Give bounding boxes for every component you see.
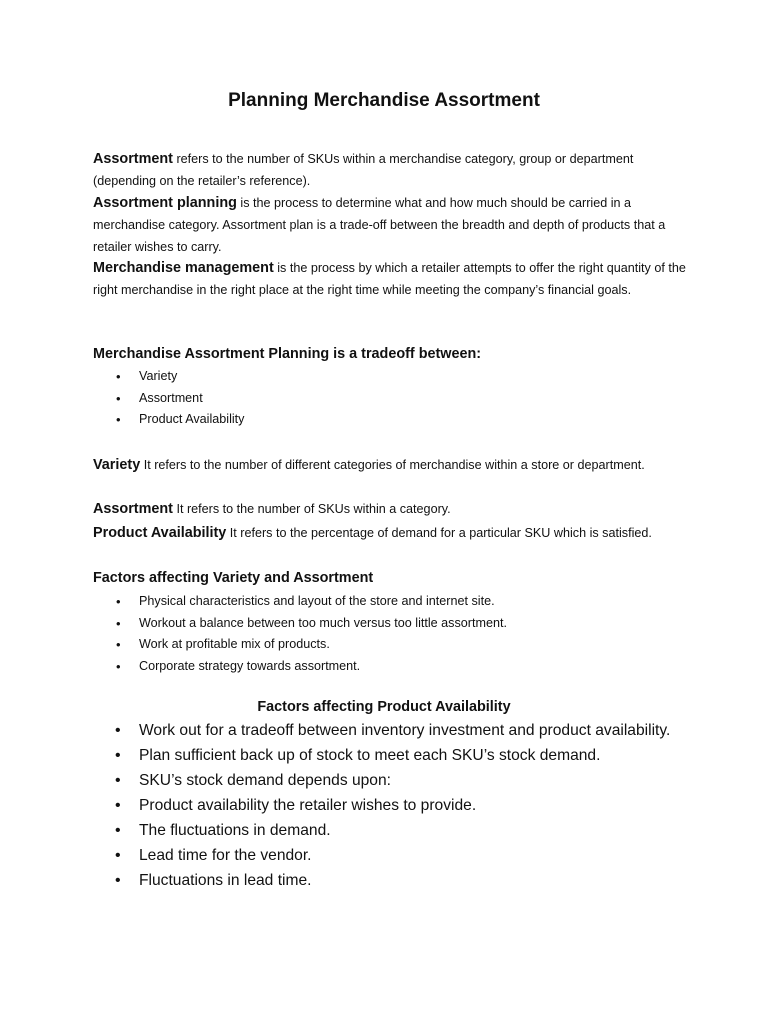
list-item: • Workout a balance between too much versus too little assortment. — [93, 613, 507, 635]
definition-assortment — [93, 149, 693, 193]
list-item: • Work out for a tradeoff between inventory investment and product availability. — [93, 720, 673, 743]
tradeoff-list — [93, 366, 244, 431]
list-item: • Variety — [93, 366, 244, 388]
variety-factors-list — [93, 591, 507, 677]
explanation-text: It refers to the number of SKUs within a category. — [172, 502, 451, 516]
list-item: • Product availability the retailer wishes to provide. — [93, 795, 673, 818]
list-item: • Product Availability — [93, 409, 244, 431]
list-item: • Lead time for the vendor. — [93, 845, 673, 868]
explanation-variety — [93, 455, 693, 477]
list-item: • Work at profitable mix of products. — [93, 634, 507, 656]
definition-term: Assortment planning — [93, 195, 237, 211]
list-item: • The fluctuations in demand. — [93, 820, 673, 843]
list-item: • Corporate strategy towards assortment. — [93, 656, 507, 678]
explanation-text: It refers to the percentage of demand for a particular SKU which is satisfied. — [226, 526, 652, 540]
definition-text: refers to the number of SKUs within a merchandise category, group or department (depending on the retailer’s reference). — [93, 152, 634, 188]
definition-assortment-planning — [93, 193, 693, 258]
list-item: • Physical characteristics and layout of the store and internet site. — [93, 591, 507, 613]
tradeoff-heading: Merchandise Assortment Planning is a tradeoff between: — [93, 346, 482, 362]
explanation-term: Product Availability — [93, 525, 227, 541]
list-item: • SKU’s stock demand depends upon: — [93, 770, 673, 793]
list-item: • Fluctuations in lead time. — [93, 870, 673, 893]
definition-merchandise-management — [93, 258, 693, 302]
availability-factors-list — [93, 720, 673, 895]
definition-term: Assortment — [93, 151, 173, 167]
variety-factors-heading: Factors affecting Variety and Assortment — [93, 570, 374, 586]
page-title: Planning Merchandise Assortment — [228, 90, 540, 111]
explanation-text: It refers to the number of different categories of merchandise within a store or department. — [140, 458, 645, 472]
availability-factors-heading: Factors affecting Product Availability — [257, 699, 511, 715]
definition-text: is the process to determine what and how much should be carried in a merchandise category. Assortment plan is a trade-off between the breadth and depth of products that a retailer wishes to carry. — [93, 196, 666, 254]
list-item: • Plan sufficient back up of stock to meet each SKU’s stock demand. — [93, 745, 673, 768]
explanation-term: Assortment — [93, 501, 173, 517]
explanation-term: Variety — [93, 457, 141, 473]
list-item: • Assortment — [93, 388, 244, 410]
definition-term: Merchandise management — [93, 260, 274, 276]
explanation-assortment — [93, 499, 693, 521]
explanation-product-availability — [93, 523, 693, 545]
definition-text: is the process by which a retailer attempts to offer the right quantity of the right merchandise in the right place at the right time while meeting the company’s financial goals. — [93, 261, 686, 297]
